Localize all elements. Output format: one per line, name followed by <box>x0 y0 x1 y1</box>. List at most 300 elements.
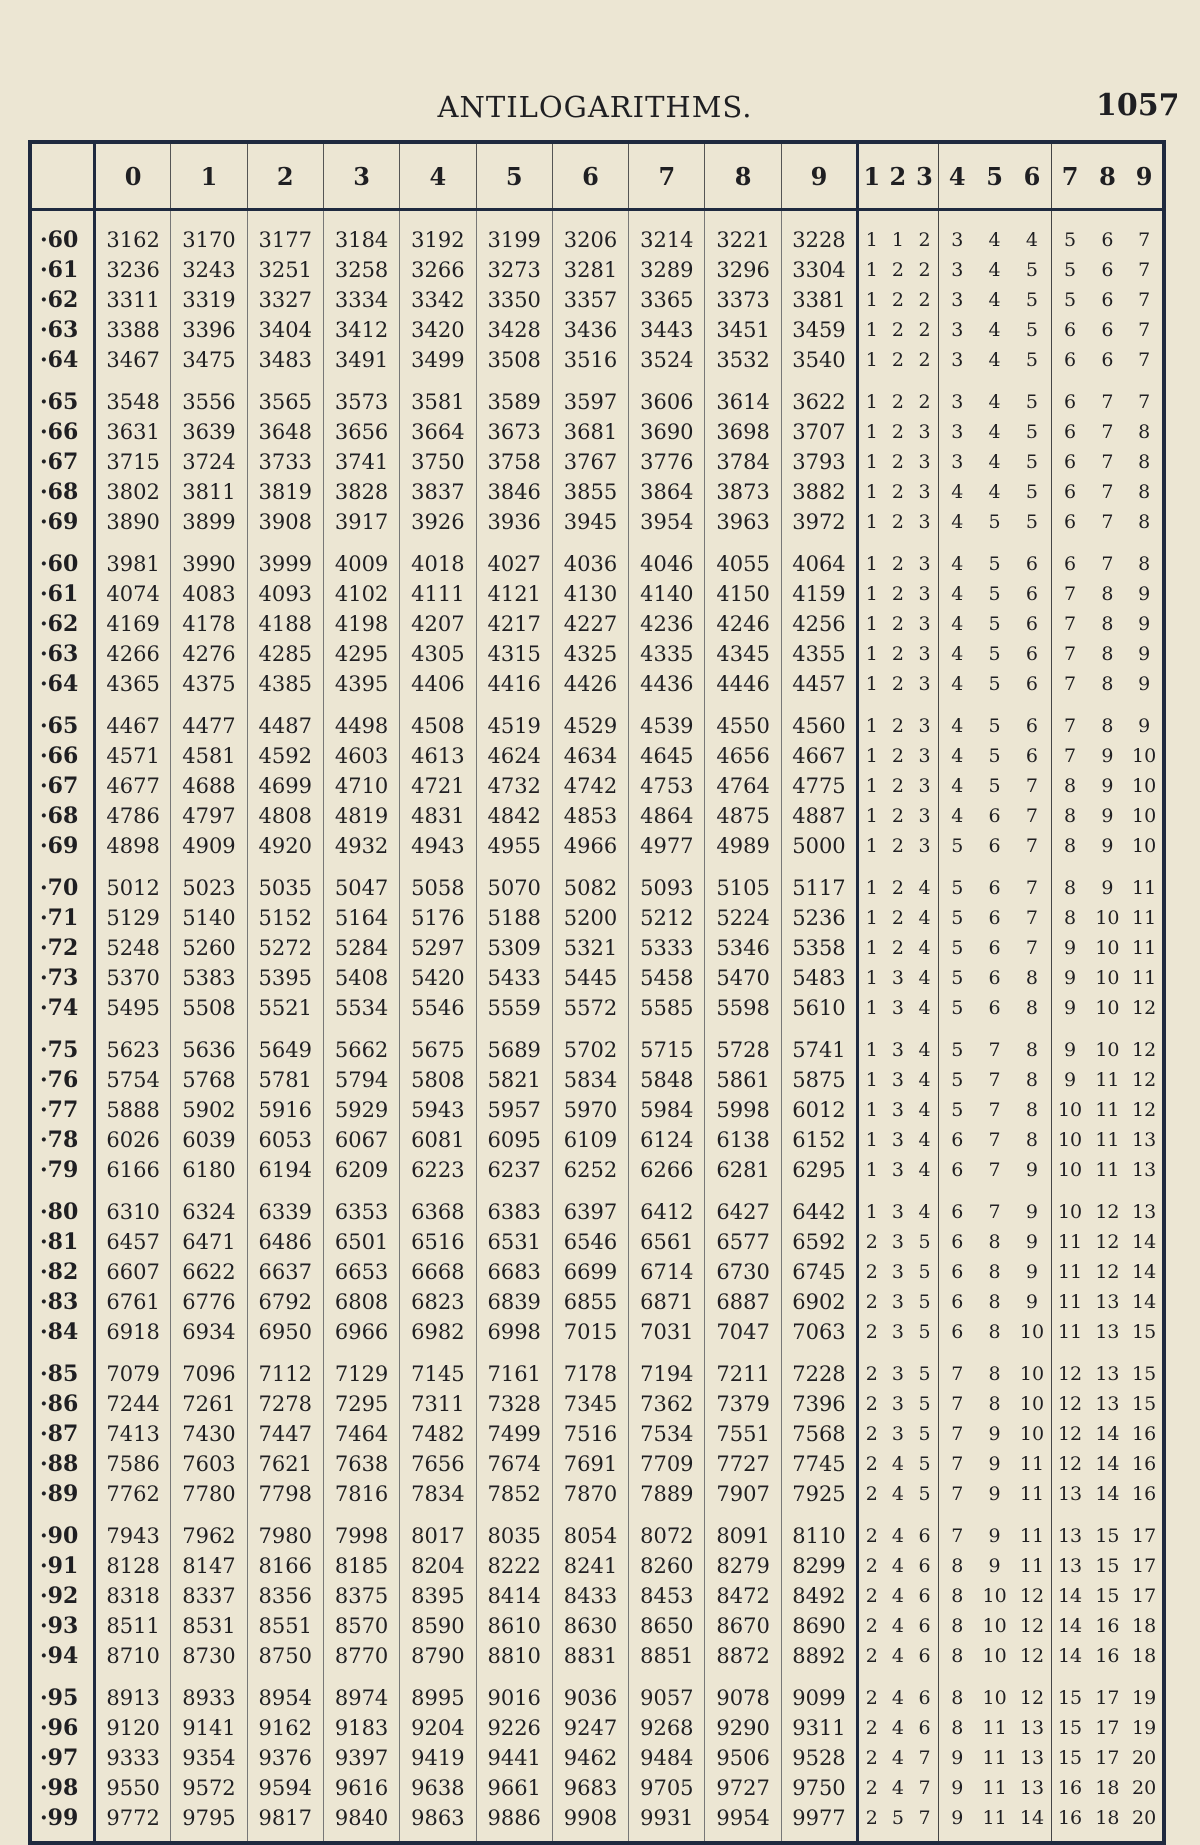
value-cell: 5623 <box>94 1023 170 1065</box>
value-cell: 3548 <box>94 375 170 417</box>
difference-cell: 10 <box>982 1687 1007 1709</box>
value-cell: 4688 <box>171 771 247 801</box>
value-cell: 4487 <box>247 699 323 741</box>
value-cell: 7656 <box>400 1449 476 1479</box>
difference-cell: 3 <box>891 1099 904 1121</box>
difference-cell: 4 <box>918 937 931 959</box>
value-cell: 7261 <box>171 1389 247 1419</box>
difference-cell: 7 <box>1138 319 1151 341</box>
value-cell: 4395 <box>323 669 399 699</box>
value-cell: 6501 <box>323 1227 399 1257</box>
value-cell: 4140 <box>629 579 705 609</box>
difference-cell: 6 <box>1101 289 1114 311</box>
difference-cell: 3 <box>891 1159 904 1181</box>
difference-cell: 4 <box>918 1099 931 1121</box>
row-key: ·75 <box>30 1023 94 1065</box>
difference-cell: 8 <box>1138 553 1151 575</box>
value-cell: 9247 <box>552 1713 628 1743</box>
value-cell: 4887 <box>781 801 857 831</box>
value-cell: 8337 <box>171 1581 247 1611</box>
value-cell: 3311 <box>94 285 170 315</box>
diff-header-3: 4 <box>938 142 976 210</box>
value-cell: 9506 <box>705 1743 781 1773</box>
difference-cell: 2 <box>891 289 904 311</box>
difference-cell: 4 <box>938 639 976 669</box>
value-cell: 3767 <box>552 447 628 477</box>
difference-cell: 11 <box>1051 1227 1089 1257</box>
value-cell: 4102 <box>323 579 399 609</box>
value-cell: 9750 <box>781 1773 857 1803</box>
table-row <box>30 933 1164 963</box>
value-cell: 8299 <box>781 1551 857 1581</box>
difference-cell: 13 <box>1132 1159 1157 1181</box>
difference-cell: 2 <box>891 673 904 695</box>
difference-cell: 1 <box>858 801 885 831</box>
difference-cell: 7 <box>1101 421 1114 443</box>
value-cell: 6918 <box>94 1317 170 1347</box>
row-key: ·73 <box>30 963 94 993</box>
value-cell: 4699 <box>247 771 323 801</box>
table-row <box>30 375 1164 417</box>
value-cell: 7079 <box>94 1347 170 1389</box>
table-row <box>30 1803 1164 1843</box>
value-cell: 4966 <box>552 831 628 861</box>
value-cell: 4977 <box>629 831 705 861</box>
difference-cell: 3 <box>938 345 976 375</box>
difference-cell: 7 <box>1138 229 1151 251</box>
value-cell: 4227 <box>552 609 628 639</box>
difference-cell: 18 <box>1095 1807 1120 1829</box>
difference-cell: 2 <box>891 349 904 371</box>
value-cell: 7063 <box>781 1317 857 1347</box>
value-cell: 4519 <box>476 699 552 741</box>
value-cell: 9772 <box>94 1803 170 1843</box>
difference-cell: 8 <box>1101 673 1114 695</box>
row-key: ·60 <box>30 210 94 256</box>
value-cell: 6281 <box>705 1155 781 1185</box>
difference-cell: 1 <box>858 831 885 861</box>
value-cell: 6792 <box>247 1287 323 1317</box>
difference-cell: 13 <box>1095 1393 1120 1415</box>
difference-cell: 9 <box>1051 993 1089 1023</box>
value-cell: 7278 <box>247 1389 323 1419</box>
value-cell: 6427 <box>705 1185 781 1227</box>
value-cell: 8730 <box>171 1641 247 1671</box>
value-cell: 4027 <box>476 537 552 579</box>
row-key: ·61 <box>30 579 94 609</box>
difference-cell: 11 <box>1019 1483 1045 1505</box>
value-cell: 7194 <box>629 1347 705 1389</box>
value-cell: 9727 <box>705 1773 781 1803</box>
value-cell: 4055 <box>705 537 781 579</box>
value-cell: 4797 <box>171 801 247 831</box>
value-cell: 9462 <box>552 1743 628 1773</box>
value-cell: 3873 <box>705 477 781 507</box>
row-key: ·91 <box>30 1551 94 1581</box>
value-cell: 3467 <box>94 345 170 375</box>
difference-cell: 6 <box>1025 613 1038 635</box>
difference-cell: 4 <box>938 669 976 699</box>
value-cell: 5610 <box>781 993 857 1023</box>
difference-cell: 4 <box>988 289 1001 311</box>
difference-cell: 8 <box>938 1713 976 1743</box>
difference-cell: 2 <box>891 583 904 605</box>
value-cell: 9376 <box>247 1743 323 1773</box>
value-cell: 3199 <box>476 210 552 256</box>
table-row <box>30 255 1164 285</box>
difference-cell: 9 <box>1025 1231 1038 1253</box>
row-key: ·77 <box>30 1095 94 1125</box>
difference-cell: 13 <box>1019 1717 1045 1739</box>
difference-cell: 2 <box>918 289 931 311</box>
value-cell: 7112 <box>247 1347 323 1389</box>
row-key: ·66 <box>30 741 94 771</box>
row-key: ·68 <box>30 477 94 507</box>
difference-cell: 6 <box>1101 259 1114 281</box>
table-row <box>30 1641 1164 1671</box>
value-cell: 5508 <box>171 993 247 1023</box>
value-cell: 7161 <box>476 1347 552 1389</box>
difference-cell: 4 <box>988 259 1001 281</box>
value-cell: 7998 <box>323 1509 399 1551</box>
value-cell: 5358 <box>781 933 857 963</box>
difference-cell: 11 <box>1019 1453 1045 1475</box>
row-key: ·90 <box>30 1509 94 1551</box>
value-cell: 8610 <box>476 1611 552 1641</box>
difference-cell: 5 <box>988 775 1001 797</box>
value-cell: 5433 <box>476 963 552 993</box>
difference-cell: 17 <box>1095 1747 1120 1769</box>
value-cell: 7396 <box>781 1389 857 1419</box>
difference-cell: 8 <box>1051 861 1089 903</box>
difference-cell: 6 <box>1101 349 1114 371</box>
value-cell: 3459 <box>781 315 857 345</box>
table-row <box>30 1479 1164 1509</box>
value-cell: 7464 <box>323 1419 399 1449</box>
value-cell: 8241 <box>552 1551 628 1581</box>
column-header-7: 7 <box>629 142 705 210</box>
difference-cell: 5 <box>938 1095 976 1125</box>
value-cell: 5902 <box>171 1095 247 1125</box>
difference-cell: 6 <box>1051 375 1089 417</box>
difference-cell: 14 <box>1095 1453 1120 1475</box>
value-cell: 8650 <box>629 1611 705 1641</box>
value-cell: 6012 <box>781 1095 857 1125</box>
difference-cell: 5 <box>1051 285 1089 315</box>
value-cell: 6839 <box>476 1287 552 1317</box>
difference-cell: 8 <box>938 1581 976 1611</box>
value-cell: 7780 <box>171 1479 247 1509</box>
table-row <box>30 1287 1164 1317</box>
value-cell: 3733 <box>247 447 323 477</box>
table-row <box>30 1257 1164 1287</box>
row-key: ·64 <box>30 345 94 375</box>
value-cell: 5483 <box>781 963 857 993</box>
value-cell: 8492 <box>781 1581 857 1611</box>
value-cell: 9840 <box>323 1803 399 1843</box>
row-key: ·63 <box>30 639 94 669</box>
value-cell: 3508 <box>476 345 552 375</box>
value-cell: 4624 <box>476 741 552 771</box>
value-cell: 6368 <box>400 1185 476 1227</box>
difference-cell: 10 <box>1132 775 1157 797</box>
value-cell: 3811 <box>171 477 247 507</box>
value-cell: 8035 <box>476 1509 552 1551</box>
difference-cell: 6 <box>1051 447 1089 477</box>
table-row <box>30 1125 1164 1155</box>
value-cell: 3540 <box>781 345 857 375</box>
difference-cell: 1 <box>858 255 885 285</box>
difference-cell: 3 <box>891 1321 904 1343</box>
value-cell: 9863 <box>400 1803 476 1843</box>
difference-cell: 5 <box>1025 511 1038 533</box>
difference-cell: 9 <box>938 1773 976 1803</box>
value-cell: 5070 <box>476 861 552 903</box>
value-cell: 6761 <box>94 1287 170 1317</box>
difference-cell: 9 <box>1025 1291 1038 1313</box>
difference-cell: 10 <box>1132 745 1157 767</box>
difference-cell: 8 <box>1025 1039 1038 1061</box>
table-row <box>30 1713 1164 1743</box>
value-cell: 6982 <box>400 1317 476 1347</box>
value-cell: 8017 <box>400 1509 476 1551</box>
value-cell: 3972 <box>781 507 857 537</box>
difference-cell: 4 <box>988 421 1001 443</box>
row-key: ·74 <box>30 993 94 1023</box>
value-cell: 8375 <box>323 1581 399 1611</box>
difference-cell: 7 <box>938 1479 976 1509</box>
value-cell: 5012 <box>94 861 170 903</box>
table-row <box>30 579 1164 609</box>
difference-cell: 7 <box>1051 741 1089 771</box>
difference-cell: 15 <box>1095 1585 1120 1607</box>
difference-cell: 6 <box>988 907 1001 929</box>
value-cell: 7499 <box>476 1419 552 1449</box>
difference-cell: 12 <box>1019 1645 1045 1667</box>
table-row <box>30 1185 1164 1227</box>
value-cell: 6397 <box>552 1185 628 1227</box>
value-cell: 8630 <box>552 1611 628 1641</box>
page-number: 1057 <box>1096 88 1180 123</box>
difference-cell: 7 <box>988 1039 1001 1061</box>
difference-cell: 6 <box>918 1645 931 1667</box>
difference-cell: 2 <box>891 319 904 341</box>
difference-cell: 4 <box>918 1069 931 1091</box>
difference-cell: 7 <box>1101 391 1114 413</box>
difference-cell: 6 <box>938 1185 976 1227</box>
value-cell: 3990 <box>171 537 247 579</box>
difference-cell: 6 <box>1051 315 1089 345</box>
value-cell: 8356 <box>247 1581 323 1611</box>
value-cell: 4159 <box>781 579 857 609</box>
difference-cell: 1 <box>858 537 885 579</box>
table-row <box>30 771 1164 801</box>
table-row <box>30 345 1164 375</box>
value-cell: 7551 <box>705 1419 781 1449</box>
value-cell: 6412 <box>629 1185 705 1227</box>
value-cell: 5117 <box>781 861 857 903</box>
value-cell: 6124 <box>629 1125 705 1155</box>
value-cell: 5297 <box>400 933 476 963</box>
difference-cell: 8 <box>938 1551 976 1581</box>
value-cell: 4178 <box>171 609 247 639</box>
value-cell: 4898 <box>94 831 170 861</box>
value-cell: 6152 <box>781 1125 857 1155</box>
value-cell: 3365 <box>629 285 705 315</box>
difference-cell: 4 <box>891 1687 904 1709</box>
value-cell: 4955 <box>476 831 552 861</box>
difference-cell: 10 <box>1051 1095 1089 1125</box>
value-cell: 3524 <box>629 345 705 375</box>
value-cell: 4920 <box>247 831 323 861</box>
value-cell: 8433 <box>552 1581 628 1611</box>
value-cell: 8892 <box>781 1641 857 1671</box>
difference-cell: 10 <box>1095 907 1120 929</box>
difference-cell: 2 <box>858 1713 885 1743</box>
difference-cell: 18 <box>1132 1615 1157 1637</box>
value-cell: 6855 <box>552 1287 628 1317</box>
difference-cell: 2 <box>891 715 904 737</box>
value-cell: 3999 <box>247 537 323 579</box>
value-cell: 4335 <box>629 639 705 669</box>
difference-cell: 2 <box>858 1479 885 1509</box>
difference-cell: 10 <box>1019 1363 1045 1385</box>
value-cell: 3443 <box>629 315 705 345</box>
difference-cell: 15 <box>1132 1321 1157 1343</box>
value-cell: 6209 <box>323 1155 399 1185</box>
difference-cell: 3 <box>918 805 931 827</box>
difference-cell: 13 <box>1095 1363 1120 1385</box>
difference-cell: 11 <box>982 1777 1007 1799</box>
value-cell: 6653 <box>323 1257 399 1287</box>
difference-cell: 6 <box>988 835 1001 857</box>
difference-cell: 16 <box>1132 1423 1157 1445</box>
value-cell: 5408 <box>323 963 399 993</box>
difference-cell: 8 <box>938 1671 976 1713</box>
value-cell: 3936 <box>476 507 552 537</box>
value-cell: 3177 <box>247 210 323 256</box>
value-cell: 8110 <box>781 1509 857 1551</box>
difference-cell: 7 <box>1051 699 1089 741</box>
difference-cell: 14 <box>1132 1231 1157 1253</box>
table-row <box>30 831 1164 861</box>
value-cell: 4560 <box>781 699 857 741</box>
difference-cell: 12 <box>1095 1261 1120 1283</box>
difference-cell: 4 <box>891 1747 904 1769</box>
value-cell: 7345 <box>552 1389 628 1419</box>
value-cell: 5188 <box>476 903 552 933</box>
value-cell: 8414 <box>476 1581 552 1611</box>
difference-cell: 4 <box>918 1129 931 1151</box>
value-cell: 7586 <box>94 1449 170 1479</box>
difference-cell: 12 <box>1132 997 1157 1019</box>
value-cell: 4188 <box>247 609 323 639</box>
value-cell: 7379 <box>705 1389 781 1419</box>
difference-cell: 5 <box>938 831 976 861</box>
value-cell: 5105 <box>705 861 781 903</box>
row-key: ·92 <box>30 1581 94 1611</box>
value-cell: 3681 <box>552 417 628 447</box>
value-cell: 6053 <box>247 1125 323 1155</box>
difference-cell: 4 <box>988 391 1001 413</box>
value-cell: 3741 <box>323 447 399 477</box>
value-cell: 3819 <box>247 477 323 507</box>
value-cell: 3350 <box>476 285 552 315</box>
difference-cell: 5 <box>918 1483 931 1505</box>
difference-cell: 11 <box>982 1807 1007 1829</box>
value-cell: 7096 <box>171 1347 247 1389</box>
value-cell: 3451 <box>705 315 781 345</box>
table-row <box>30 741 1164 771</box>
value-cell: 8790 <box>400 1641 476 1671</box>
value-cell: 3420 <box>400 315 476 345</box>
difference-cell: 7 <box>1051 609 1089 639</box>
difference-cell: 1 <box>858 903 885 933</box>
value-cell: 5370 <box>94 963 170 993</box>
difference-cell: 12 <box>1019 1585 1045 1607</box>
value-cell: 4656 <box>705 741 781 771</box>
difference-cell: 5 <box>988 745 1001 767</box>
value-cell: 5598 <box>705 993 781 1023</box>
value-cell: 7178 <box>552 1347 628 1389</box>
difference-cell: 2 <box>891 775 904 797</box>
difference-cell: 13 <box>1132 1129 1157 1151</box>
difference-cell: 2 <box>891 745 904 767</box>
difference-cell: 5 <box>938 993 976 1023</box>
difference-cell: 3 <box>938 375 976 417</box>
difference-cell: 4 <box>918 877 931 899</box>
antilog-table <box>28 140 1166 1845</box>
value-cell: 5420 <box>400 963 476 993</box>
value-cell: 4457 <box>781 669 857 699</box>
difference-cell: 4 <box>891 1717 904 1739</box>
value-cell: 3491 <box>323 345 399 375</box>
value-cell: 4808 <box>247 801 323 831</box>
value-cell: 5023 <box>171 861 247 903</box>
difference-cell: 4 <box>938 537 976 579</box>
value-cell: 9036 <box>552 1671 628 1713</box>
value-cell: 8670 <box>705 1611 781 1641</box>
value-cell: 5534 <box>323 993 399 1023</box>
value-cell: 5794 <box>323 1065 399 1095</box>
difference-cell: 4 <box>938 699 976 741</box>
difference-cell: 4 <box>988 349 1001 371</box>
column-header-0: 0 <box>94 142 170 210</box>
difference-cell: 7 <box>1138 391 1151 413</box>
difference-cell: 9 <box>1101 835 1114 857</box>
difference-cell: 3 <box>891 1363 904 1385</box>
difference-cell: 7 <box>988 1159 1001 1181</box>
difference-cell: 5 <box>938 1065 976 1095</box>
difference-cell: 3 <box>891 1039 904 1061</box>
value-cell: 6871 <box>629 1287 705 1317</box>
difference-cell: 4 <box>938 579 976 609</box>
difference-cell: 9 <box>1025 1159 1038 1181</box>
value-cell: 3639 <box>171 417 247 447</box>
row-key: ·63 <box>30 315 94 345</box>
difference-cell: 8 <box>1025 1069 1038 1091</box>
value-cell: 9419 <box>400 1743 476 1773</box>
diff-header-1: 2 <box>884 142 911 210</box>
difference-cell: 2 <box>858 1671 885 1713</box>
value-cell: 5848 <box>629 1065 705 1095</box>
value-cell: 7691 <box>552 1449 628 1479</box>
difference-cell: 10 <box>1132 805 1157 827</box>
value-cell: 7745 <box>781 1449 857 1479</box>
value-cell: 5445 <box>552 963 628 993</box>
difference-cell: 3 <box>891 1069 904 1091</box>
difference-cell: 11 <box>1132 937 1157 959</box>
